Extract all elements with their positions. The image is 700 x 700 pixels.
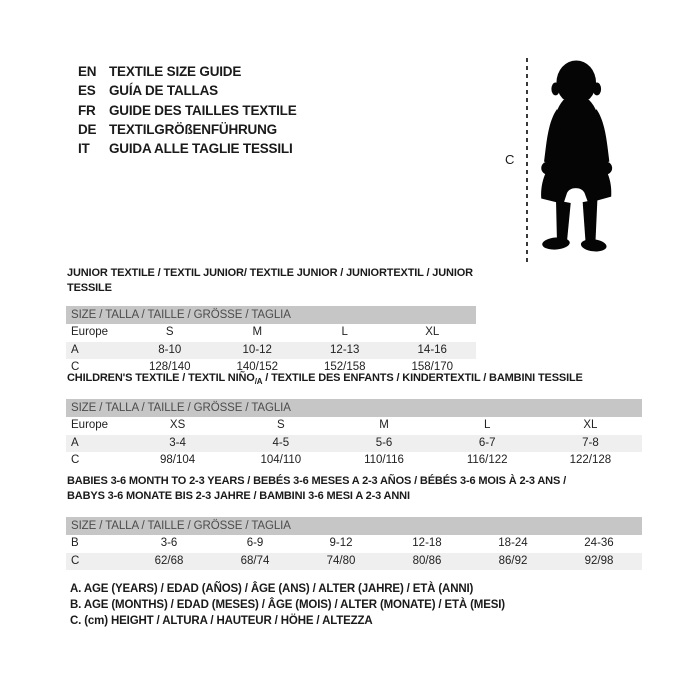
table-title-segment: BABYS 3-6 MONATE BIS 2-3 JAHRE / BAMBINI 3-6 MESI A 2-3 ANNI <box>67 490 410 502</box>
table-row <box>66 417 642 435</box>
language-label: TEXTILGRÖßENFÜHRUNG <box>109 121 277 137</box>
table-title-segment: / TEXTILE DES ENFANTS / KINDERTEXTIL / BAMBINI TESSILE <box>262 372 583 384</box>
row-label: C <box>71 454 80 467</box>
size-cell: XL <box>425 326 440 338</box>
language-row <box>78 81 297 100</box>
size-cell: 12-18 <box>412 537 442 549</box>
language-code: DE <box>78 121 97 137</box>
table-title-segment: /A <box>254 377 263 387</box>
babies-size-table <box>66 474 642 570</box>
language-code: IT <box>78 141 90 157</box>
language-code: EN <box>78 64 97 79</box>
size-cell: 6-7 <box>478 436 496 449</box>
size-cell: 10-12 <box>242 343 272 356</box>
footnote-line: A. AGE (YEARS) / EDAD (AÑOS) / ÂGE (ANS) / ALTER (JAHRE) / ETÀ (ANNI) <box>70 583 474 595</box>
row-label: Europe <box>71 419 109 432</box>
children-size-table <box>66 371 642 470</box>
language-row <box>78 62 297 81</box>
table-title <box>67 474 642 504</box>
table-rows <box>66 417 642 470</box>
height-label: C <box>505 152 515 167</box>
row-label: C <box>71 554 80 567</box>
language-list <box>78 62 297 158</box>
size-cell: 24-36 <box>584 537 614 549</box>
size-cell: M <box>252 326 263 338</box>
table-title-segment: CHILDREN'S TEXTILE / TEXTIL NIÑO <box>67 372 255 384</box>
size-header-bar: SIZE / TALLA / TAILLE / GRÖSSE / TAGLIA <box>66 517 642 535</box>
table-title <box>67 371 642 389</box>
size-cell: S <box>276 419 285 432</box>
footnotes <box>70 581 505 630</box>
language-code: ES <box>78 83 96 99</box>
language-label: GUIDA ALLE TAGLIE TESSILI <box>109 141 293 157</box>
row-label: C <box>71 361 80 373</box>
size-cell: 98/104 <box>160 454 196 467</box>
size-cell: 152/158 <box>323 361 366 373</box>
size-cell: 158/170 <box>411 361 454 373</box>
table-row <box>66 535 642 553</box>
size-cell: 68/74 <box>240 554 270 567</box>
table-title-segment: BABIES 3-6 MONTH TO 2-3 YEARS / BEBÉS 3-6 MESES A 2-3 AÑOS / BÉBÉS 3-6 MOIS À 2-3 ANS / <box>67 475 566 487</box>
size-cell: 86/92 <box>498 554 528 567</box>
size-cell: 18-24 <box>498 537 528 549</box>
size-cell: 80/86 <box>412 554 442 567</box>
size-cell: 110/116 <box>364 454 404 467</box>
size-cell: 14-16 <box>417 343 447 356</box>
language-label: GUIDE DES TAILLES TEXTILE <box>109 102 297 118</box>
size-cell: M <box>379 419 389 432</box>
size-cell: 8-10 <box>158 343 182 356</box>
table-row <box>66 324 476 342</box>
language-row <box>78 120 297 139</box>
size-cell: 140/152 <box>236 361 279 373</box>
size-cell: 128/140 <box>148 361 191 373</box>
size-header-bar: SIZE / TALLA / TAILLE / GRÖSSE / TAGLIA <box>66 399 642 417</box>
size-cell: 9-12 <box>329 537 353 549</box>
footnote-line: C. (cm) HEIGHT / ALTURA / HAUTEUR / HÖHE / ALTEZZA <box>70 615 373 628</box>
size-cell: XS <box>169 419 186 432</box>
row-label: B <box>71 537 79 549</box>
table-title <box>67 266 476 296</box>
language-label: GUÍA DE TALLAS <box>109 83 218 99</box>
junior-size-table <box>66 266 476 377</box>
row-label: A <box>71 343 79 356</box>
size-cell: 3-6 <box>160 537 178 549</box>
row-label: Europe <box>71 326 109 338</box>
size-cell: 6-9 <box>246 537 264 549</box>
table-row <box>66 342 476 360</box>
table-rows <box>66 324 476 377</box>
size-cell: L <box>484 419 491 432</box>
table-row <box>66 435 642 453</box>
size-cell: 4-5 <box>272 436 290 449</box>
size-cell: 122/128 <box>569 454 612 467</box>
table-row <box>66 452 642 470</box>
size-cell: 5-6 <box>375 436 393 449</box>
size-cell: 7-8 <box>582 436 599 449</box>
size-cell: 116/122 <box>466 454 508 467</box>
language-row <box>78 139 297 158</box>
table-title-segment: JUNIOR TEXTILE / TEXTIL JUNIOR/ TEXTILE JUNIOR / JUNIORTEXTIL / JUNIOR TESSILE <box>67 267 473 294</box>
size-cell: 92/98 <box>584 554 614 567</box>
size-cell: 12-13 <box>330 343 360 356</box>
footnote-line: B. AGE (MONTHS) / EDAD (MESES) / ÂGE (MOIS) / ALTER (MONATE) / ETÀ (MESI) <box>70 599 505 612</box>
size-cell: S <box>165 326 174 338</box>
table-rows <box>66 535 642 570</box>
size-cell: 62/68 <box>154 554 184 567</box>
size-header-bar: SIZE / TALLA / TAILLE / GRÖSSE / TAGLIA <box>66 306 476 324</box>
size-cell: 104/110 <box>260 454 302 467</box>
toddler-silhouette-icon <box>533 56 625 259</box>
size-cell: 3-4 <box>169 436 186 449</box>
height-measure-line <box>526 58 528 262</box>
size-cell: XL <box>583 419 598 432</box>
size-cell: 74/80 <box>326 554 356 567</box>
table-row <box>66 553 642 571</box>
size-cell: L <box>341 326 348 338</box>
row-label: A <box>71 436 79 449</box>
language-code: FR <box>78 102 96 118</box>
language-label: TEXTILE SIZE GUIDE <box>109 64 242 79</box>
language-row <box>78 101 297 120</box>
